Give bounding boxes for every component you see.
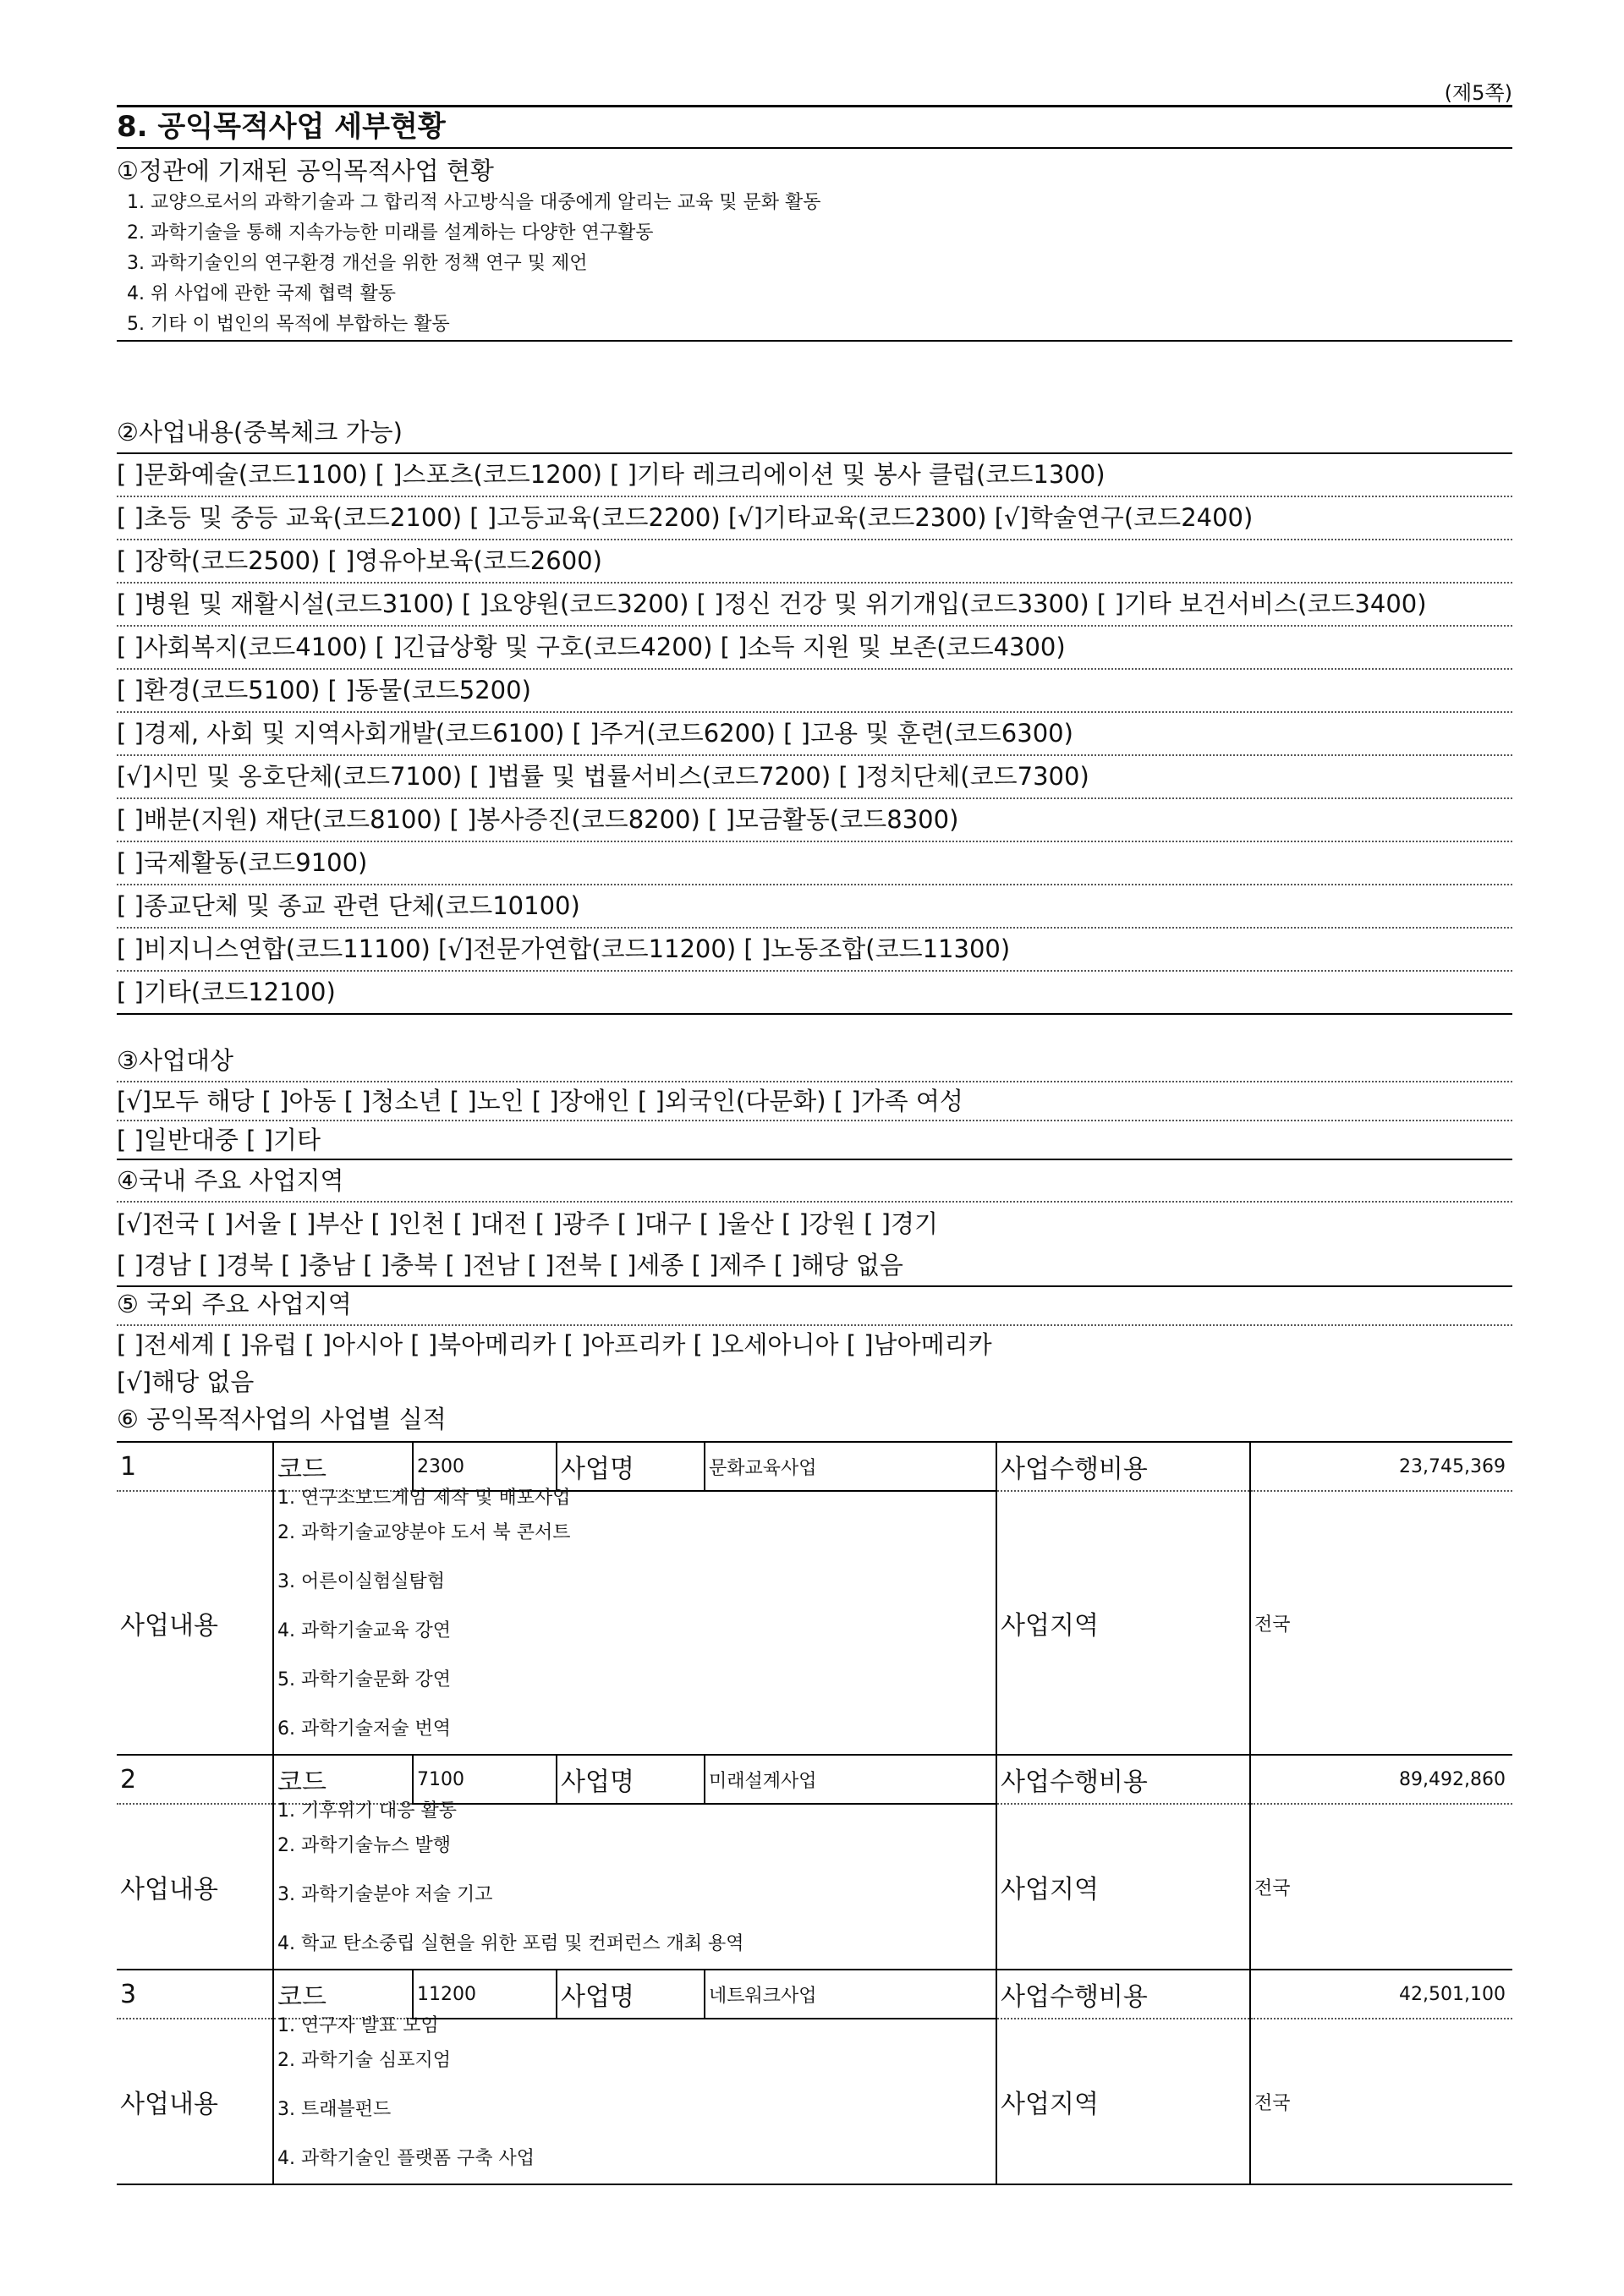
content-label: 사업내용	[117, 1491, 273, 1755]
checkbox-row: [√]모두 해당 [ ]아동 [ ]청소년 [ ]노인 [ ]장애인 [ ]외국인(다문화) [ ]가족 여성	[117, 1082, 1512, 1121]
project-number: 1	[117, 1442, 273, 1491]
project-header-row	[117, 1442, 1512, 1491]
performance-heading: ⑥ 공익목적사업의 사업별 실적	[117, 1405, 447, 1433]
checkbox-row: [ ]비지니스연합(코드11100) [√]전문가연합(코드11200) [ ]노동조합(코드11300)	[117, 929, 1512, 972]
content-item: 3. 과학기술분야 저술 기고	[277, 1884, 493, 1905]
domestic-region-section	[117, 1160, 1512, 1287]
performance-table	[117, 1441, 1512, 2185]
page-number: (제5쪽)	[1444, 81, 1512, 105]
content-item: 1. 연구소보드게임 제작 및 배포사업	[277, 1488, 571, 1509]
cost-value: 23,745,369	[1250, 1442, 1512, 1491]
checkbox-row: [ ]환경(코드5100) [ ]동물(코드5200)	[117, 670, 1512, 713]
name-label: 사업명	[557, 1442, 705, 1491]
checkbox-row: [ ]경제, 사회 및 지역사회개발(코드6100) [ ]주거(코드6200) [ ]고용 및 훈련(코드6300)	[117, 713, 1512, 756]
checkbox-row: [ ]경남 [ ]경북 [ ]충남 [ ]충북 [ ]전남 [ ]전북 [ ]세종 [ ]제주 [ ]해당 없음	[117, 1245, 1512, 1287]
cost-label: 사업수행비용	[996, 1755, 1250, 1804]
name-value: 문화교육사업	[705, 1442, 996, 1491]
article-item: 2. 과학기술을 통해 지속가능한 미래를 설계하는 다양한 연구활동	[127, 222, 654, 244]
articles-section	[117, 154, 1512, 342]
name-label: 사업명	[557, 1755, 705, 1804]
code-value: 2300	[413, 1442, 557, 1491]
content-item: 4. 학교 탄소중립 실현을 위한 포럼 및 컨퍼런스 개최 용역	[277, 1933, 744, 1954]
content-item: 2. 과학기술교양분야 도서 북 콘서트	[277, 1522, 571, 1543]
article-item: 4. 위 사업에 관한 국제 협력 활동	[127, 283, 396, 304]
target-section	[117, 1040, 1512, 1160]
business-content-section	[117, 412, 1512, 1015]
content-item: 6. 과학기술저술 번역	[277, 1718, 451, 1740]
content-item: 4. 과학기술인 플랫폼 구축 사업	[277, 2148, 535, 2169]
code-value: 11200	[413, 1970, 557, 2019]
content-list	[273, 2015, 996, 2184]
checkbox-row: [ ]국제활동(코드9100)	[117, 842, 1512, 885]
articles-heading: ①정관에 기재된 공익목적사업 현황	[117, 156, 494, 185]
code-label: 코드	[273, 1970, 413, 2019]
project-header-row	[117, 1755, 1512, 1804]
region-label: 사업지역	[996, 1491, 1250, 1755]
checkbox-row: [√]시민 및 옹호단체(코드7100) [ ]법률 및 법률서비스(코드7200) [ ]정치단체(코드7300)	[117, 756, 1512, 799]
content-item: 3. 어른이실험실탐험	[277, 1571, 445, 1592]
checkbox-row: [ ]초등 및 중등 교육(코드2100) [ ]고등교육(코드2200) [√]기타교육(코드2300) [√]학술연구(코드2400)	[117, 497, 1512, 540]
checkbox-row: [√]전국 [ ]서울 [ ]부산 [ ]인천 [ ]대전 [ ]광주 [ ]대구 [ ]울산 [ ]강원 [ ]경기	[117, 1209, 938, 1238]
checkbox-row: [ ]배분(지원) 재단(코드8100) [ ]봉사증진(코드8200) [ ]모금활동(코드8300)	[117, 799, 1512, 842]
region-label: 사업지역	[996, 2019, 1250, 2184]
project-header-row	[117, 1970, 1512, 2019]
cost-value: 42,501,100	[1250, 1970, 1512, 2019]
project-body-row	[117, 2019, 1512, 2184]
target-heading: ③사업대상	[117, 1040, 1512, 1082]
cost-label: 사업수행비용	[996, 1970, 1250, 2019]
domestic-region-heading: ④국내 주요 사업지역	[117, 1160, 1512, 1203]
region-label: 사업지역	[996, 1804, 1250, 1970]
name-value: 미래설계사업	[705, 1755, 996, 1804]
name-value: 네트워크사업	[705, 1970, 996, 2019]
business-content-heading: ②사업내용(중복체크 가능)	[117, 412, 1512, 454]
code-value: 7100	[413, 1755, 557, 1804]
cost-value: 89,492,860	[1250, 1755, 1512, 1804]
project-number: 3	[117, 1970, 273, 2019]
region-value: 전국	[1250, 1804, 1512, 1970]
section-title: 8. 공익목적사업 세부현황	[117, 105, 1512, 149]
content-item: 4. 과학기술교육 강연	[277, 1620, 451, 1641]
checkbox-row: [√]해당 없음	[117, 1367, 255, 1396]
article-item: 1. 교양으로서의 과학기술과 그 합리적 사고방식을 대중에게 알리는 교육 및 문화 활동	[127, 192, 821, 213]
checkbox-row: [ ]전세계 [ ]유럽 [ ]아시아 [ ]북아메리카 [ ]아프리카 [ ]오세아니아 [ ]남아메리카	[117, 1330, 992, 1359]
checkbox-row: [ ]기타(코드12100)	[117, 972, 1512, 1015]
name-label: 사업명	[557, 1970, 705, 2019]
content-item: 5. 과학기술문화 강연	[277, 1669, 451, 1690]
region-value: 전국	[1250, 1491, 1512, 1755]
content-item: 1. 연구자 발표 모임	[277, 2015, 439, 2036]
cost-label: 사업수행비용	[996, 1442, 1250, 1491]
code-label: 코드	[273, 1442, 413, 1491]
checkbox-row: [ ]종교단체 및 종교 관련 단체(코드10100)	[117, 885, 1512, 929]
content-list	[273, 1800, 996, 1970]
checkbox-row: [ ]병원 및 재활시설(코드3100) [ ]요양원(코드3200) [ ]정신 건강 및 위기개입(코드3300) [ ]기타 보건서비스(코드3400)	[117, 584, 1512, 627]
content-list	[273, 1488, 996, 1755]
content-label: 사업내용	[117, 1804, 273, 1970]
checkbox-row: [ ]문화예술(코드1100) [ ]스포츠(코드1200) [ ]기타 레크리에이션 및 봉사 클럽(코드1300)	[117, 454, 1512, 497]
content-item: 2. 과학기술뉴스 발행	[277, 1835, 451, 1856]
content-label: 사업내용	[117, 2019, 273, 2184]
code-label: 코드	[273, 1755, 413, 1804]
overseas-region-section	[117, 1284, 1512, 1400]
performance-section	[117, 1397, 1512, 2185]
overseas-region-heading: ⑤ 국외 주요 사업지역	[117, 1284, 1512, 1326]
project-body-row	[117, 1804, 1512, 1970]
checkbox-row: [ ]장학(코드2500) [ ]영유아보육(코드2600)	[117, 540, 1512, 584]
project-body-row	[117, 1491, 1512, 1755]
article-item: 3. 과학기술인의 연구환경 개선을 위한 정책 연구 및 제언	[127, 253, 588, 274]
content-item: 2. 과학기술 심포지엄	[277, 2050, 451, 2071]
checkbox-row: [ ]사회복지(코드4100) [ ]긴급상황 및 구호(코드4200) [ ]소득 지원 및 보존(코드4300)	[117, 627, 1512, 670]
region-value: 전국	[1250, 2019, 1512, 2184]
content-item: 3. 트래블펀드	[277, 2099, 392, 2120]
content-item: 1. 기후위기 대응 활동	[277, 1800, 457, 1822]
project-number: 2	[117, 1755, 273, 1804]
article-item: 5. 기타 이 법인의 목적에 부합하는 활동	[117, 310, 1512, 342]
checkbox-row: [ ]일반대중 [ ]기타	[117, 1121, 1512, 1160]
